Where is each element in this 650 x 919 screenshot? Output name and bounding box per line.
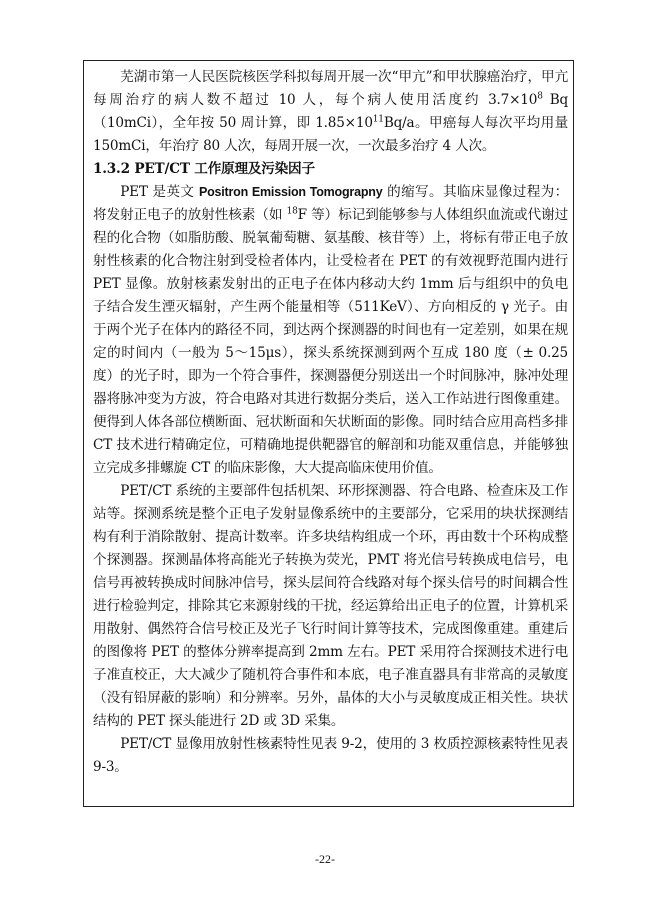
paragraph-pet-principle — [93, 181, 568, 480]
text-run: Bq（10mCi），全年按 50 周计算，即 1.85×10 — [93, 92, 568, 131]
superscript: 11 — [372, 114, 384, 125]
section-heading: 1.3.2 PET/CT 工作原理及污染因子 — [93, 161, 315, 177]
text-run: 芜湖市第一人民医院核医学科拟每周开展一次“甲亢”和甲状腺癌治疗，甲亢每周治疗的病人数不超过 10 人，每个病人使用活度约 3.7×10 — [93, 69, 568, 108]
text-run: F 等）标记到能够参与人体组织血流或代谢过程的化合物（如脂肪酸、脱氧葡萄糖、氨基酸、核苷等）上，将标有带正电子放射性核素的化合物注射到受检者体内，让受检者在 PET 的有效视野范围内进行 PET 显像。放射核素发射出的正电子在体内移动大约 1mm 后与组织中的负电子结合发生湮灭辐射，产生两个能量相等（511KeV）、方向相反的 γ 光子。由于两个光子在体内的路径不同，到达两个探测器的时间也有一定差别，如果在规定的时间内（一般为 5～15μs），探头系统探测到两个互成 180 度（± 0.25 度）的光子时，即为一个符合事件，探测器便分别送出一个时间脉冲，脉冲处理器将脉冲变为方波，符合电路对其进行数据分类后，送入工作站进行图像重建。便得到人体各部位横断面、冠状断面和矢状断面的影像。同时结合应用高档多排 CT 技术进行精确定位，可精确地提供靶器官的解剖和功能双重信息，并能够独立完成多排螺旋 CT 的临床影像，大大提高临床使用价值。 — [93, 207, 568, 476]
paragraph-table-reference: PET/CT 显像用放射性核素特性见表 9-2，使用的 3 枚质控源核素特性见表 9-3。 — [93, 736, 568, 775]
text-run: 的缩写。其临床显像过程为：将发射正电子的放射性核素（如 — [93, 184, 568, 223]
paragraph-pet-ct-components: PET/CT 系统的主要部件包括机架、环形探测器、符合电路、检查床及工作站等。探测系统是整个正电子发射显像系统中的主要部分，它采用的块状探测结构有利于消除散射、提高计数率。许多块结构组成一个环，再由数十个环构成整个探测器。探测晶体将高能光子转换为荧光，PMT 将光信号转换成电信号，电信号再被转换成时间脉冲信号，探头层间符合线路对每个探头信号的时间耦合性进行检验判定，排除其它来源射线的干扰，经运算给出正电子的位置，计算机采用散射、偶然符合信号校正及光子飞行时间计算等技术，完成图像重建。重建后的图像将 PET 的整体分辨率提高到 2mm 左右。PET 采用符合探测技术进行电子准直校正，大大减少了随机符合事件和本底，电子准直器具有非常高的灵敏度（没有铅屏蔽的影响）和分辨率。另外，晶体的大小与灵敏度成正相关性。块状结构的 PET 探头能进行 2D 或 3D 采集。 — [93, 483, 568, 729]
superscript: 8 — [537, 91, 543, 102]
superscript: 18 — [286, 206, 298, 217]
page-number: -22- — [315, 852, 335, 866]
paragraph-treatment-plan — [93, 66, 568, 158]
english-term: Positron Emission Tomograpny — [198, 185, 383, 199]
text-run: Bq/a。甲癌每人每次平均用量 150mCi，年治疗 80 人次，每周开展一次，一次最多治疗 4 人次。 — [93, 115, 568, 154]
document-body — [93, 66, 568, 779]
text-run: PET 是英文 — [120, 184, 199, 200]
